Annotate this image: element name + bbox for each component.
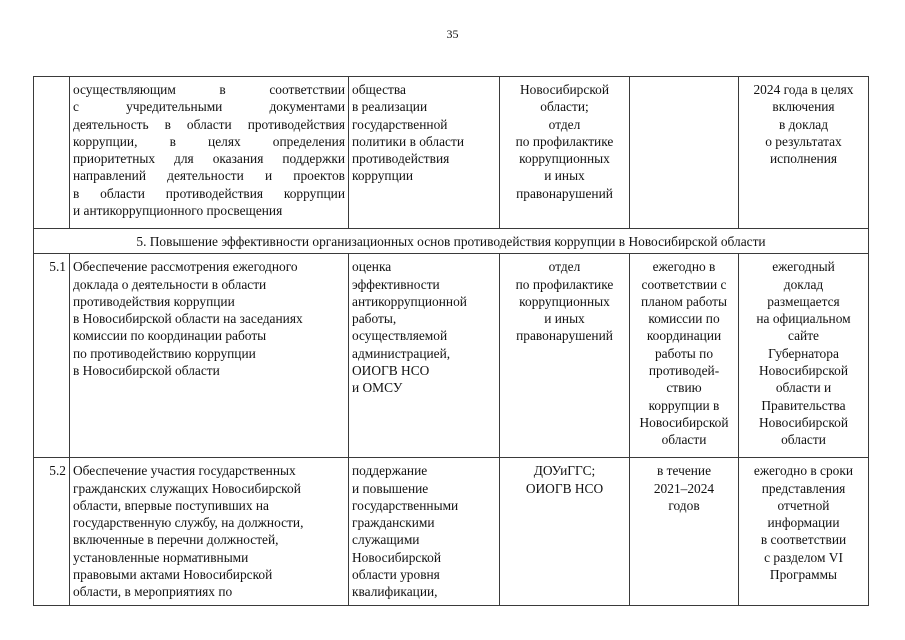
description-line: с учредительными документами: [73, 99, 345, 115]
result-line: Новосибирской: [758, 363, 849, 379]
description-line: государственную службу, на должности,: [73, 515, 304, 531]
result-line: доклад: [783, 276, 824, 292]
goal-line: и повышение: [352, 480, 429, 496]
goal-line: эффективности: [352, 276, 440, 292]
goal-line: и ОМСУ: [352, 380, 403, 396]
deadline-line: координации: [646, 328, 722, 344]
description-line: приоритетных для оказания поддержки: [73, 151, 345, 167]
description-line: коррупции, в целях определения: [73, 133, 345, 149]
goal-line: ОИОГВ НСО: [352, 363, 430, 379]
goal-line: коррупции: [352, 168, 414, 184]
deadline-line: годов: [668, 497, 700, 513]
goal-cell: [349, 254, 500, 458]
measures-table: [33, 76, 869, 606]
result-line: включения: [772, 99, 835, 115]
page-number: 35: [446, 27, 459, 41]
goal-line: работы,: [352, 311, 397, 327]
responsible-line: коррупционных: [519, 293, 610, 309]
responsible-line: и иных: [544, 168, 585, 184]
deadline-line: комиссии по: [648, 311, 720, 327]
responsible-line: по профилактике: [515, 133, 614, 149]
result-line: Программы: [769, 567, 838, 583]
responsible-line: ОИОГВ НСО: [525, 480, 604, 496]
goal-line: осуществляемой: [352, 328, 448, 344]
description-cell: [70, 458, 349, 606]
description-line: области, в мероприятиях по: [73, 584, 233, 600]
goal-line: государственной: [352, 116, 448, 132]
row-number-cell: 5.2: [34, 458, 70, 606]
description-line: в области противодействия коррупции: [73, 185, 345, 201]
goal-line: области уровня: [352, 567, 440, 583]
deadline-cell: [630, 458, 739, 606]
goal-line: поддержание: [352, 463, 428, 479]
description-cell: [70, 254, 349, 458]
responsible-line: по профилактике: [515, 276, 614, 292]
goal-line: антикоррупционной: [352, 293, 467, 309]
deadline-line: работы по: [654, 345, 714, 361]
table-row: [34, 254, 869, 458]
result-cell: [739, 254, 869, 458]
responsible-line: области;: [540, 99, 589, 115]
goal-line: государственными: [352, 497, 459, 513]
responsible-cell: [500, 458, 630, 606]
deadline-line: ствию: [666, 380, 702, 396]
goal-line: в реализации: [352, 99, 428, 115]
responsible-cell: [500, 254, 630, 458]
description-line: правовыми актами Новосибирской: [73, 567, 273, 583]
result-line: на официальном: [756, 311, 851, 327]
result-line: в соответствии: [760, 532, 847, 548]
goal-line: политики в области: [352, 133, 465, 149]
result-line: 2024 года в целях: [753, 82, 854, 97]
responsible-line: ДОУиГГС;: [533, 463, 596, 479]
deadline-line: Новосибирской: [639, 414, 729, 430]
goal-line: квалификации,: [352, 584, 438, 600]
responsible-line: отдел: [548, 259, 581, 275]
result-line: области: [781, 432, 826, 448]
goal-cell: [349, 458, 500, 606]
result-line: Губернатора: [768, 345, 839, 361]
result-line: ежегодный: [772, 259, 835, 275]
result-line: о результатах: [765, 133, 842, 149]
result-line: информации: [767, 515, 840, 531]
goal-line: оценка: [352, 259, 392, 275]
description-line: доклада о деятельности в области: [73, 276, 267, 292]
description-line: установленные нормативными: [73, 549, 249, 565]
description-cell: [70, 77, 349, 229]
row-number-cell: 5.1: [34, 254, 70, 458]
description-line: в Новосибирской области: [73, 363, 220, 379]
description-line: в Новосибирской области на заседаниях: [73, 311, 303, 327]
result-line: отчетной: [777, 497, 830, 513]
description-line: и антикоррупционного просвещения: [73, 203, 283, 219]
deadline-cell: [630, 77, 739, 229]
section-heading: 5. Повышение эффективности организационных основ противодействия коррупции в Новосибирской области: [34, 229, 869, 254]
result-line: сайте: [787, 328, 819, 344]
description-line: осуществляющим в соответствии: [73, 82, 345, 97]
description-line: Обеспечение рассмотрения ежегодного: [73, 259, 298, 275]
description-line: гражданских служащих Новосибирской: [73, 480, 301, 496]
responsible-line: правонарушений: [516, 185, 613, 201]
section-row: [34, 229, 869, 254]
deadline-line: ежегодно в: [652, 259, 716, 275]
deadline-line: соответствии с: [641, 276, 727, 292]
responsible-line: правонарушений: [516, 328, 613, 344]
deadline-line: противодей-: [648, 363, 720, 379]
responsible-cell: [500, 77, 630, 229]
responsible-line: коррупционных: [519, 151, 610, 167]
responsible-line: Новосибирской: [519, 82, 610, 97]
deadline-line: в течение: [656, 463, 712, 479]
row-number-cell: [34, 77, 70, 229]
table-row: [34, 458, 869, 606]
goal-line: служащими: [352, 532, 420, 548]
goal-line: общества: [352, 82, 406, 97]
result-line: области и: [775, 380, 832, 396]
description-line: деятельность в области противодействия: [73, 116, 345, 132]
result-line: ежегодно в сроки: [753, 463, 854, 479]
result-line: представления: [761, 480, 846, 496]
description-line: комиссии по координации работы: [73, 328, 267, 344]
responsible-line: отдел: [548, 116, 581, 132]
table-row: [34, 77, 869, 229]
goal-line: Новосибирской: [352, 549, 442, 565]
result-line: с разделом VI: [764, 549, 843, 565]
result-line: размещается: [767, 293, 840, 309]
deadline-line: области: [661, 432, 707, 448]
goal-line: противодействия: [352, 151, 450, 167]
description-line: по противодействию коррупции: [73, 345, 256, 361]
result-cell: [739, 458, 869, 606]
responsible-line: и иных: [544, 311, 585, 327]
description-line: направлений деятельности и проектов: [73, 168, 345, 184]
deadline-line: коррупции в: [648, 397, 720, 413]
deadline-cell: [630, 254, 739, 458]
result-line: Правительства: [761, 397, 846, 413]
result-line: в доклад: [778, 116, 829, 132]
description-line: противодействия коррупции: [73, 293, 235, 309]
goal-cell: [349, 77, 500, 229]
description-line: включенные в перечни должностей,: [73, 532, 279, 548]
description-line: области, впервые поступивших на: [73, 497, 269, 513]
goal-line: гражданскими: [352, 515, 435, 531]
description-line: Обеспечение участия государственных: [73, 463, 296, 479]
result-line: Новосибирской: [758, 414, 849, 430]
goal-line: администрацией,: [352, 345, 451, 361]
deadline-line: 2021–2024: [653, 480, 715, 496]
result-cell: [739, 77, 869, 229]
result-line: исполнения: [769, 151, 838, 167]
deadline-line: планом работы: [640, 293, 728, 309]
